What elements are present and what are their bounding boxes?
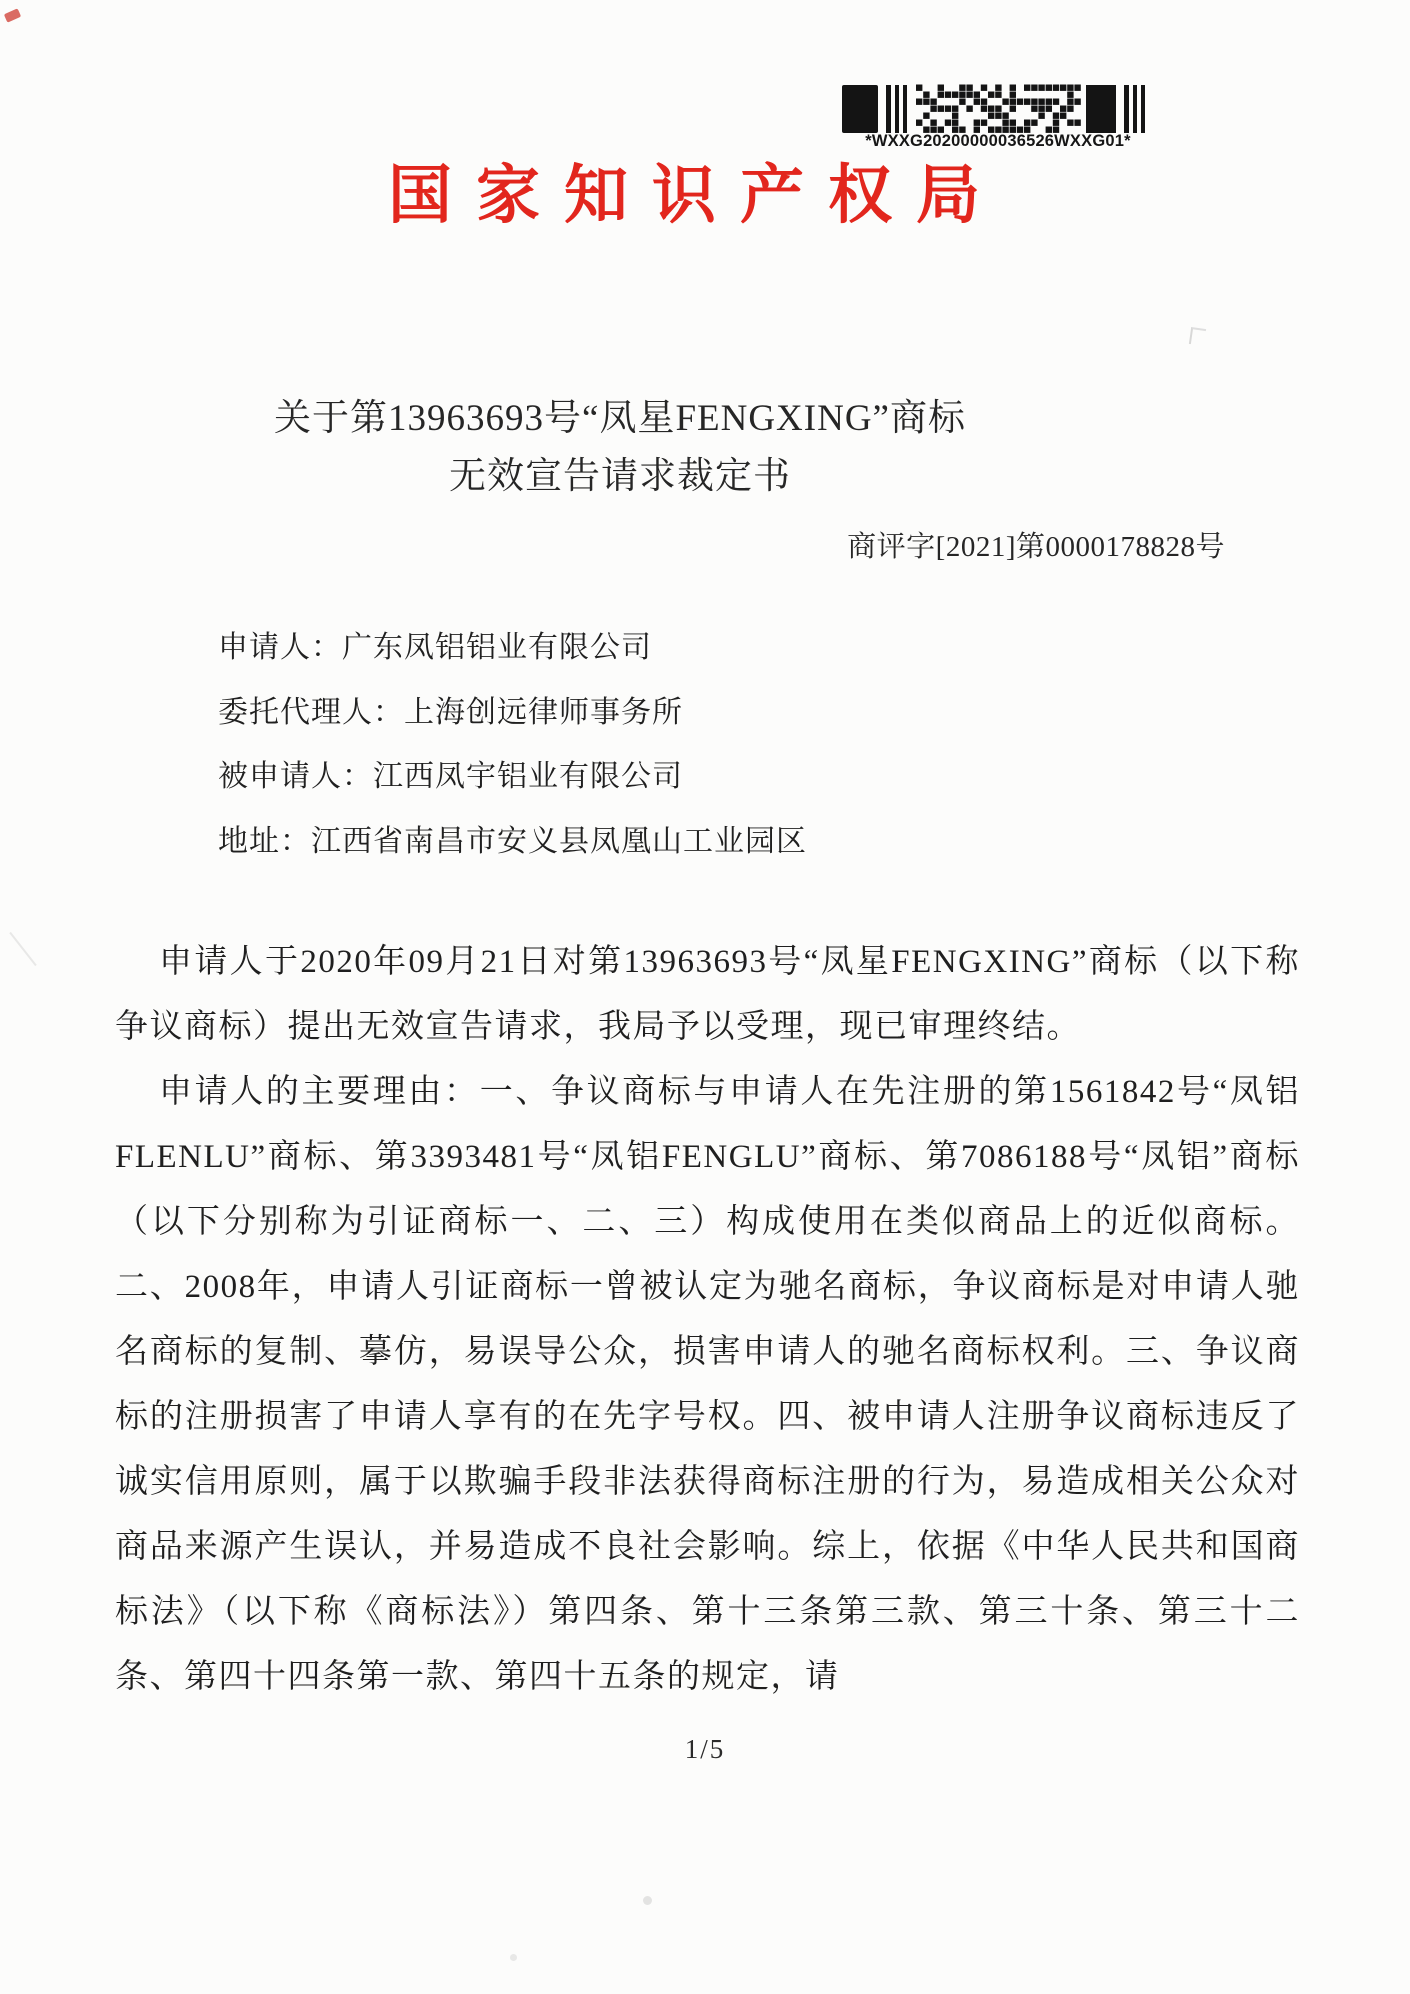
agent-line: 委托代理人：上海创远律师事务所 <box>218 695 683 729</box>
applicant-line: 申请人：广东凤铝铝业有限公司 <box>218 631 652 664</box>
barcode-matrix <box>916 85 1081 133</box>
paragraph-2: 申请人的主要理由：一、争议商标与申请人在先注册的第1561842号“凤铝 FLENLU”商标、第3393481号“凤铝FENGLU”商标、第7086188号“凤铝”商标（以下分别称为引证商标一、二、三）构成使用在类似商品上的近似商标。二、2008年，申请人引证商标一曾被认定为驰名商标，争议商标是对申请人驰名商标的复制、摹仿，易误导公众，损害申请人的驰名商标权利。三、争议商标的注册损害了申请人享有的在先字号权。四、被申请人注册争议商标违反了诚实信用原则，属于以欺骗手段非法获得商标注册的行为，易造成相关公众对商品来源产生误认，并易造成不良社会影响。综上，依据《中华人民共和国商标法》（以下称《商标法》）第四条、第十三条第三款、第三十条、第三十二条、第四十四条第一款、第四十五条的规定，请 <box>115 1074 1300 1695</box>
scan-artifact-dot <box>510 1954 517 1961</box>
barcode-image <box>842 84 1154 134</box>
address-line: 地址：江西省南昌市安义县凤凰山工业园区 <box>218 824 807 858</box>
scan-artifact-line <box>9 932 36 966</box>
paragraph-1: 申请人于2020年09月21日对第13963693号“凤星FENGXING”商标（以下称争议商标）提出无效宣告请求，我局予以受理，现已审理终结。 <box>115 944 1300 1045</box>
page-number: 1/5 <box>684 1734 726 1764</box>
barcode-text: *WXXG20200000036526WXXG01* <box>865 131 1131 150</box>
document-title <box>0 390 1240 506</box>
reference-number: 商评字[2021]第0000178828号 <box>847 531 1225 563</box>
scan-artifact-mark <box>1189 327 1206 346</box>
barcode <box>842 84 1154 151</box>
document-title-line2: 无效宣告请求裁定书 <box>449 456 791 497</box>
respondent-line: 被申请人：江西凤宇铝业有限公司 <box>218 760 683 793</box>
document-title-line1: 关于第13963693号“凤星FENGXING”商标 <box>274 398 966 439</box>
party-info <box>218 616 1260 874</box>
scan-artifact-red-speck <box>4 8 21 22</box>
scan-artifact-dot <box>643 1896 652 1905</box>
document-body <box>115 930 1300 1710</box>
agency-title: 国家知识产权局 <box>388 159 1004 231</box>
